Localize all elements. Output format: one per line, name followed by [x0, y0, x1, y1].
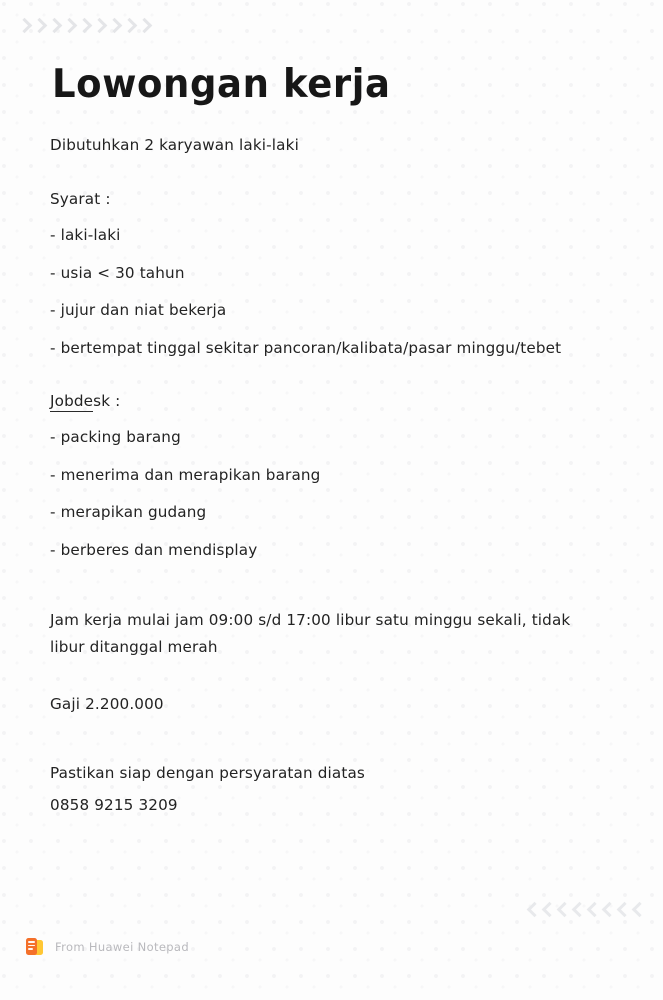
chevron-left-icon: [585, 898, 600, 924]
chevron-right-icon: [16, 14, 31, 40]
closing-text: Pastikan siap dengan persyaratan diatas: [50, 764, 365, 783]
chevron-left-icon: [630, 898, 645, 924]
chevron-right-icon: [61, 14, 76, 40]
chevron-right-icon: [136, 14, 151, 40]
list-item: - bertempat tinggal sekitar pancoran/kalibata/pasar minggu/tebet: [50, 338, 562, 357]
chevron-right-icon: [106, 14, 121, 40]
note-title: Lowongan kerja: [52, 60, 391, 107]
chevron-left-icon: [525, 898, 540, 924]
list-item: - menerima dan merapikan barang: [50, 465, 321, 484]
requirements-heading: Syarat :: [50, 190, 111, 209]
jobdesk-heading-underlined-part: Jobde: [50, 392, 94, 411]
huawei-notepad-icon: [26, 938, 43, 956]
list-item: - laki-laki: [50, 226, 121, 245]
working-hours-text: Jam kerja mulai jam 09:00 s/d 17:00 libur satu minggu sekali, tidak libur ditanggal merah: [50, 611, 571, 656]
footer-watermark: [26, 938, 189, 956]
chevron-decoration-bottom: [525, 898, 645, 924]
chevron-left-icon: [600, 898, 615, 924]
phone-number: 0858 9215 3209: [50, 795, 178, 814]
list-item: - jujur dan niat bekerja: [50, 301, 227, 320]
chevron-left-icon: [615, 898, 630, 924]
jobdesk-heading-rest: sk :: [93, 392, 121, 411]
chevron-left-icon: [555, 898, 570, 924]
chevron-right-icon: [91, 14, 106, 40]
list-item: - packing barang: [50, 428, 181, 447]
list-item: - usia < 30 tahun: [50, 263, 185, 282]
list-item: - berberes dan mendisplay: [50, 540, 258, 559]
footer-label: From Huawei Notepad: [55, 940, 189, 954]
chevron-left-icon: [540, 898, 555, 924]
chevron-left-icon: [570, 898, 585, 924]
list-item: - merapikan gudang: [50, 503, 207, 522]
requirements-list: [50, 225, 630, 358]
salary-text: Gaji 2.200.000: [50, 695, 164, 714]
chevron-right-icon: [46, 14, 61, 40]
note-content: [50, 62, 630, 816]
jobdesk-heading: [50, 392, 630, 410]
notepad-icon-line: [28, 948, 33, 950]
notepad-icon-front-card: [26, 938, 37, 955]
jobdesk-list: [50, 427, 630, 560]
chevron-right-icon: [31, 14, 46, 40]
notepad-icon-line: [28, 945, 35, 947]
chevron-decoration-top: [16, 14, 151, 40]
notepad-icon-line: [28, 941, 35, 943]
chevron-right-icon: [76, 14, 91, 40]
chevron-right-icon: [121, 14, 136, 40]
intro-text: Dibutuhkan 2 karyawan laki-laki: [50, 135, 299, 154]
